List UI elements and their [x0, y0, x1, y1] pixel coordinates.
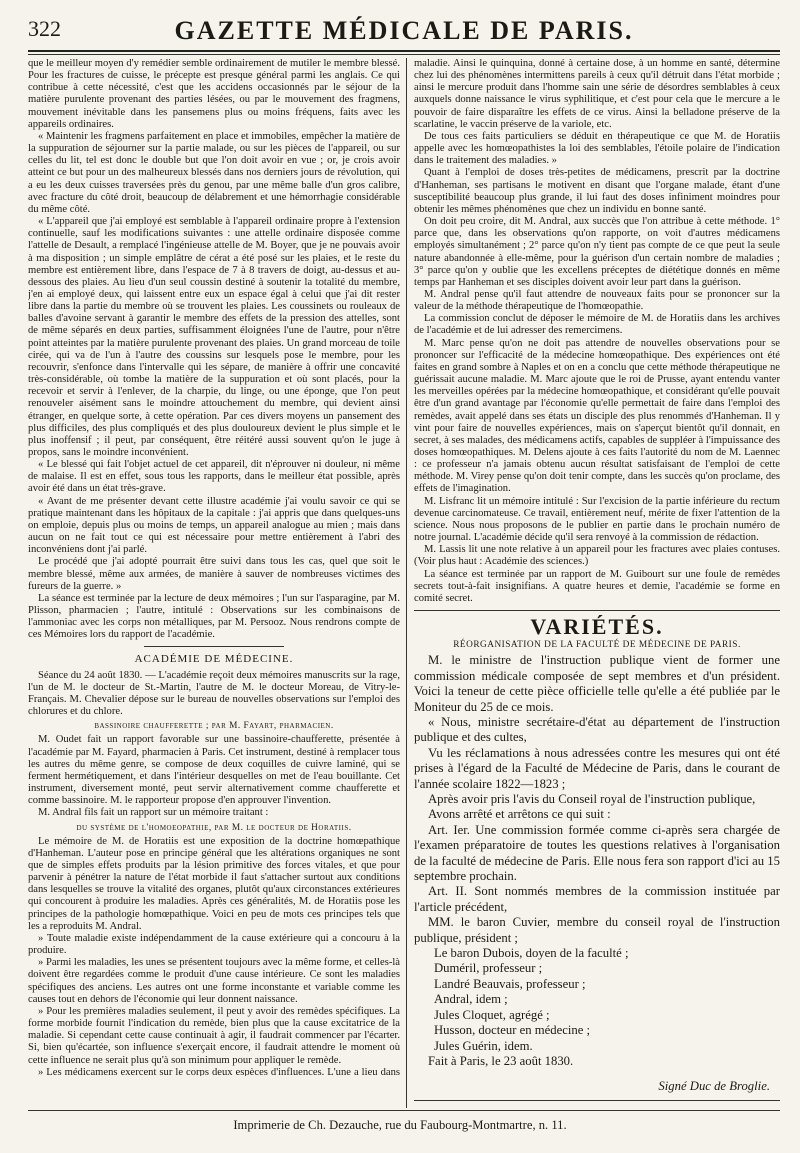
section-heading-academie: ACADÉMIE DE MÉDECINE. — [134, 652, 294, 665]
paragraph: « Avant de me présenter devant cette illustre académie j'ai voulu savoir ce qui se pratique maintenant dans les hôpitaux de la capitale : j'ai appris que dans quelques-uns on emploie, depuis plus ou moins de temps, un appareil analogue au mien ; mais dans aucun on ne fait tout ce qui est nécessaire pour mettre entièrement à l'abri des inconvéniens dont j'ai parlé. — [28, 495, 400, 556]
paragraph: « Maintenir les fragmens parfaitement en place et immobiles, empêcher la matière de la suppuration de séjourner sur la partie malade, ou sur les pièces de l'appareil, ou sur celles du lit, tel est donc le double but que l'on doit avoir en vue ; or, je crois avoir atteint ce but pour un des malheureux blessés dans nos derniers jours de révolution, qui a eu les deux cuisses traversées près du genou, par une même balle d'un gros calibre, avec fracture du côté droit, beaucoup de délabrement et une hémorrhagie considérable du même côté. — [28, 130, 400, 215]
column-separator — [406, 58, 407, 1108]
page-number: 322 — [28, 16, 61, 41]
divider — [414, 1100, 780, 1101]
paragraph: M. Marc pense qu'on ne doit pas attendre de nouvelles observations pour se prononcer sur l'efficacité de la médecine homœopathique. Des expériences ont été faites en grand sombre à Naples et on en a conclu que cette méthode thérapeutique ne guérissait aucune maladie. M. Marc ajoute que le roi de Prusse, ayant entendu vanter les merveilles opérées par la médecine homœopathique, et considérant qu'elle pouvait être d'un grand avantage par l'économie qu'elle permettait de faire dans l'emploi des remèdes, avait appelé dans ses états un disciple des plus renommés d'Hanheman. Il y vint pour faire de nouvelles expériences, mais on s'aperçut bientôt qu'il donnait, en secret, à ses malades, des médicamens actifs, capables de suppléer à l'impuissance des doses homœopathiques. M. Delens ajoute à ces faits l'autorité du nom de M. Laennec : ce professeur n'a jamais obtenu aucun résultat satisfaisant de l'emploi de cette méthode. M. Virey pense qu'on doit tenir compte, dans les succès qu'on proclame, des effets de l'imagination. — [414, 337, 780, 495]
paragraph: Séance du 24 août 1830. — L'académie reçoit deux mémoires manuscrits sur la rage, l'un de M. le docteur de St.-Martin, l'autre de M. le docteur Moreau, de Vitry-le-Français. M. Chevalier dépose sur le bureau de nouvelles observations sur l'emploi des chlorures et du chlore. — [28, 669, 400, 718]
list-item: Jules Cloquet, agrégé ; — [434, 1007, 550, 1022]
signature: Signé Duc de Broglie. — [658, 1079, 770, 1094]
paragraph: « Nous, ministre secrétaire-d'état au département de l'instruction publique et des cultes, — [414, 714, 780, 745]
divider — [414, 610, 780, 611]
paragraph: « L'appareil que j'ai employé est semblable à l'appareil ordinaire propre à l'extension continuelle, sauf les modifications suivantes : une attelle ordinaire disposée comme l'attelle de Desault, a remplacé l'ingénieuse attelle de M. Boyer, que je ne pouvais avoir à ma disposition ; un simple emplâtre de cérat a été posé sur les plaies, et le reste du membre est entièrement libre, dans l'espace de 7 à 8 travers de doigt, au-dessus et au-dessous des plaies. Au lieu d'un seul coussin destiné à soutenir la totalité du membre, j'en ai employé deux, qui laissent entre eux un espace égal à celui que j'ai dit rester libre dans la partie du membre où se trouvent les plaies. Les coussinets ou rouleaux de balles d'avoine servant à garantir le membre des effets de la pression des attelles, sont de même séparés en deux parties, suffisamment éloignées l'une de l'autre, pour n'être point atteintes par la matière purulente provenant des plaies. Un grand morceau de toile cirée, qui va de l'un à l'autre des coussins sur lesquels pose le membre, pour les recouvrir, s'enfonce dans l'intervalle qui les sépare, de manière à offrir une concavité très-considérable, où tombe la matière de la suppuration et où sont placés, pour la recevoir et servir à l'enlever, de la charpie, du linge, ou une éponge, que l'on peut renouveler aisément sans le moindre attouchement du membre, qui devient ainsi étranger, en quelque sorte, à cette opération. Par ces divers moyens un pansement des plus difficiles, des plus compliqués et des plus douloureux devient le plus simple et le plus inoffensif ; il peut, par conséquent, être réitéré aussi souvent qu'on le juge à propos, sans le moindre inconvénient. — [28, 216, 400, 458]
paragraph: que le meilleur moyen d'y remédier semble ordinairement de mutiler le membre blessé. Pour les fractures de cuisse, le précepte est presque général parmi les anglais. Ce qui contribue à cette nécessité, c'est que les accidens occasionnés par le séjour de la matière purulente provenant des parties lésées, ou par le mouvement des fragmens, mouvement inévitable dans les pansemens plus ou moins fréquens, faits avec les appareils ordinaires. — [28, 58, 400, 130]
paragraph: De tous ces faits particuliers se déduit en thérapeutique ce que M. de Horatiis appelle avec les homœopathistes la loi des semblables, l'étoile polaire de l'indication dans le traitement des maladies. » — [414, 130, 780, 167]
member-list — [414, 946, 780, 1054]
right-column — [414, 58, 780, 1102]
paragraph: M. Andral pense qu'il faut attendre de nouveaux faits pour se prononcer sur la valeur de la méthode thérapeutique de l'homœopathie. — [414, 288, 780, 313]
paragraph: Art. Ier. Une commission formée comme ci-après sera chargée de l'examen préparatoire de toutes les questions relatives à l'organisation de la faculté de médecine de Paris. Elle nous fera son rapport d'ici au 15 septembre prochain. — [414, 822, 780, 884]
imprint: Imprimerie de Ch. Dezauche, rue du Faubourg-Montmartre, n. 11. — [233, 1118, 567, 1132]
list-item: Landré Beauvais, professeur ; — [434, 976, 586, 991]
header-rule — [28, 50, 780, 52]
paragraph: « Le blessé qui fait l'objet actuel de cet appareil, dit n'éprouver ni douleur, ni même de malaise. Il est en effet, sous tous les rapports, dans le meilleur état possible, après avoir été dans un état très-grave. — [28, 459, 400, 495]
list-item: Jules Guérin, idem. — [434, 1038, 533, 1053]
paragraph: M. le ministre de l'instruction publique vient de former une commission médicale composée de sept membres et d'un président. Voici la teneur de cette pièce officielle telle qu'elle a été publiée par le Moniteur du 25 de ce mois. — [414, 653, 780, 714]
paragraph: Art. II. Sont nommés membres de la commission instituée par l'article précédent, — [414, 884, 780, 914]
left-column — [28, 58, 400, 1076]
paragraph: Le mémoire de M. de Horatiis est une exposition de la doctrine homœpathique d'Hanheman. L'auteur pose en principe général que les altérations organiques ne sont que de simples effets produits par la lésion primitive des forces vitales, et que pour parvenir à pénétrer la nature de l'état morbide il faut s'attacher surtout aux conditions dans lesquelles se trouve la vitalité des organes, plutôt qu'aux circonstances extérieures qui concourent à produire les maladies. Après ces généralités, M. de Horatiis pose les principes de la pathologie homœpathique. Voici en peu de mots ces principes tels que les a reproduits M. Andral. — [28, 835, 400, 932]
header-rule-thin — [28, 54, 780, 55]
paragraph: La séance est terminée par la lecture de deux mémoires ; l'un sur l'asparagine, par M. Plisson, pharmacien ; l'autre, intitulé : Observations sur les combinaisons de l'ammoniac avec les corps non métalliques, par M. Persooz. Nous rendrons compte de ces Mémoires lors du rapport de l'académie. — [28, 592, 400, 641]
subheading-reorganisation: RÉORGANISATION DE LA FACULTÉ DE MÉDECINE DE PARIS. — [453, 640, 741, 651]
paragraph: Avons arrêté et arrêtons ce qui suit : — [428, 807, 611, 822]
paragraph: Vu les réclamations à nous adressées contre les mesures qui ont été prises à l'égard de la Faculté de Médecine de Paris, dans le courant de l'année scolaire 1822—1823 ; — [414, 745, 780, 791]
paragraph: maladie. Ainsi le quinquina, donné à certaine dose, à un homme en santé, détermine chez lui des phénomènes intermittens pareils à ceux qu'il détruit dans l'état morbide ; ainsi le mercure produit dans l'homme sain une série de désordres semblables à ceux auxquels donne naissance le virus syphilitique, et c'est pour cela que le mercure a le pouvoir de faire disparaître les effets de ce virus. Ainsi la belladone préserve de la scarlatine, le vaccin préserve de la variole, etc. — [414, 58, 780, 130]
list-item: Husson, docteur en médecine ; — [434, 1023, 591, 1038]
paragraph: Fait à Paris, le 23 août 1830. — [428, 1053, 574, 1068]
paragraph: Quant à l'emploi de doses très-petites de médicamens, prescrit par la doctrine d'Hanheman, ses partisans le motivent en disant que l'organe malade, étant d'une susceptibilité beaucoup plus grande, il lui faut des doses infiniment moindres pour obtenir les mêmes phénomènes que chez un individu en bonne santé. — [414, 167, 780, 215]
journal-title: GAZETTE MÉDICALE DE PARIS. — [174, 16, 634, 45]
section-heading-varietes: VARIÉTÉS. — [530, 614, 664, 640]
paragraph: M. Lisfranc lit un mémoire intitulé : Sur l'excision de la partie inférieure du rectum devenue carcinomateuse. Ce travail, entièrement neuf, mérite de fixer l'attention de la science. Nous nous proposons de le publier en partie dans le prochain numéro de notre journal. L'académie décide qu'il sera renvoyé à la commission de rédaction. — [414, 495, 780, 544]
paragraph: La commission conclut de déposer le mémoire de M. de Horatiis dans les archives de l'académie et de lui adresser des remercimens. — [414, 313, 780, 337]
paragraph: Le procédé que j'ai adopté pourrait être suivi dans tous les cas, quel que soit le membre blessé, même aux armées, de manière à sauver de nombreuses victimes des fureurs de la guerre. » — [28, 556, 400, 592]
paragraph: M. Andral fils fait un rapport sur un mémoire traitant : — [38, 807, 269, 819]
varietes-body — [414, 653, 780, 1102]
paragraph: M. Oudet fait un rapport favorable sur une bassinoire-chaufferette, présentée à l'académie par M. Fayard, pharmacien à Paris. Cet instrument, destiné à remplacer tous les autres du même genre, se compose de deux coquilles de cuivre laminé, qui se ferment hermétiquement, et dans l'intérieur desquelles on met de l'eau bouillante. Cet instrument, diversement monté, peut servir alternativement comme chaufferette et comme bassinoire. M. le rapporteur propose d'en approuver l'invention. — [28, 734, 400, 807]
paragraph: » Parmi les maladies, les unes se présentent toujours avec la même forme, et celles-là doivent être regardées comme le produit d'une cause intérieure. Ce sont les maladies spécifiques des anciens. Les autres ont une forme inconstante et variable comme les causes tout en dehors de l'économie qui leur donnent naissance. — [28, 957, 400, 1005]
divider — [144, 646, 284, 647]
list-item: Andral, idem ; — [434, 992, 508, 1007]
paragraph: On doit peu croire, dit M. Andral, aux succès que l'on attribue à cette méthode. 1° parce que, dans les observations qu'on rapporte, on voit d'autres médicamens employés simultanément ; 2° parce qu'on n'y tient pas compte de ce que peut la seule nature abandonnée à elle-même, pour la guérison d'un certain nombre de maladies ; 3° parce qu'on y oublie que les excellens préceptes de diététique donnés en même temps par Hanheman et ses disciples doivent avoir leur part dans la guérison. — [414, 216, 780, 288]
subheading-bassinoire: bassinoire chaufferette ; par M. Fayart, pharmacien. — [94, 721, 334, 732]
paragraph: Après avoir pris l'avis du Conseil royal de l'instruction publique, — [428, 792, 756, 806]
subheading-homoeopathie: du système de l'homoeopathie, par M. le docteur de Horatiis. — [76, 822, 352, 833]
list-item: Le baron Dubois, doyen de la faculté ; — [434, 946, 629, 961]
paragraph: MM. le baron Cuvier, membre du conseil royal de l'instruction publique, président ; — [414, 915, 780, 945]
paragraph: La séance est terminée par un rapport de M. Guibourt sur une foule de remèdes secrets tout-à-fait insignifians. A quatre heures et demie, l'académie se forme en comité secret. — [414, 568, 780, 604]
paragraph: M. Lassis lit une note relative à un appareil pour les fractures avec plaies contuses. (Voir plus haut : Académie des sciences.) — [414, 544, 780, 568]
list-item: Duméril, professeur ; — [434, 961, 543, 976]
paragraph: » Les médicamens exercent sur le corps deux espèces d'influences. L'une a lieu dans — [38, 1066, 400, 1076]
paragraph: » Pour les premières maladies seulement, il peut y avoir des remèdes spécifiques. La forme morbide fournit l'indication du remède, bien plus que la cause excitatrice de la maladie. Si cependant cette cause continuait à agir, il faudrait commencer par l'écarter. Si, bien qu'écartée, son influence s'exerçait encore, il faudrait attendre le moment où cette influence ne serait plus qu'à son minimum pour appliquer le remède. — [28, 1005, 400, 1066]
footer-rule — [28, 1110, 780, 1111]
paragraph: » Toute maladie existe indépendamment de la cause extérieure qui a concouru à la produire. — [28, 932, 400, 957]
page-header — [28, 14, 780, 48]
